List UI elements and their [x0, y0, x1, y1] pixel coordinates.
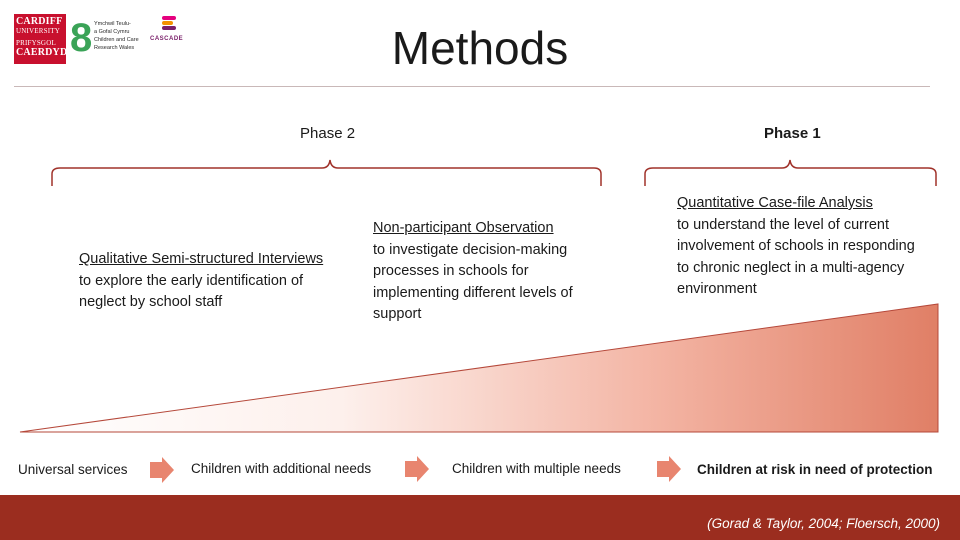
method-description: to understand the level of current involvement of schools in responding to chronic neglect in a multi-agency environment	[677, 216, 915, 297]
logo-text: Research Wales	[94, 45, 135, 51]
arrow-right-icon	[405, 456, 429, 482]
logo-text: PRIFYSGOL	[16, 39, 56, 47]
logo-text: CARDIFF	[16, 16, 63, 27]
logo-text: a Gofal Cymru	[94, 29, 130, 35]
phase-2-bracket	[52, 160, 601, 186]
page-title: Methods	[391, 22, 569, 74]
logo-text: CAERDYDD	[16, 47, 75, 58]
method-description: to investigate decision-making processes in schools for implementing different levels of support	[373, 241, 573, 322]
continuum-label-universal: Universal services	[18, 462, 128, 477]
arrow-right-icon	[150, 457, 174, 483]
continuum-label-additional-needs: Children with additional needs	[191, 461, 372, 476]
citation: (Gorad & Taylor, 2004; Floersch, 2000)	[707, 516, 940, 531]
method-description: to explore the early identification of neglect by school staff	[79, 272, 304, 310]
method-heading: Non-participant Observation	[373, 220, 554, 236]
non-participant-observation-text	[373, 218, 613, 326]
qualitative-interviews-text	[79, 249, 339, 314]
phase-1-label: Phase 1	[764, 125, 821, 142]
logo-text: UNIVERSITY	[16, 27, 60, 35]
phase-2-label: Phase 2	[300, 125, 356, 142]
method-heading: Quantitative Case-file Analysis	[677, 195, 873, 211]
logo-text: CASCADE	[150, 36, 184, 42]
phase-1-bracket	[645, 160, 936, 186]
continuum-label-at-risk: Children at risk in need of protection	[697, 462, 933, 477]
logo-text: Ymchwil Teulu-	[94, 21, 131, 27]
method-heading: Qualitative Semi-structured Interviews	[79, 251, 324, 267]
arrow-right-icon	[657, 456, 681, 482]
logo-text: Children and Care	[94, 37, 139, 43]
infinity-icon: 8	[70, 16, 93, 60]
quantitative-case-file-text	[677, 193, 927, 301]
continuum-label-multiple-needs: Children with multiple needs	[452, 461, 621, 476]
